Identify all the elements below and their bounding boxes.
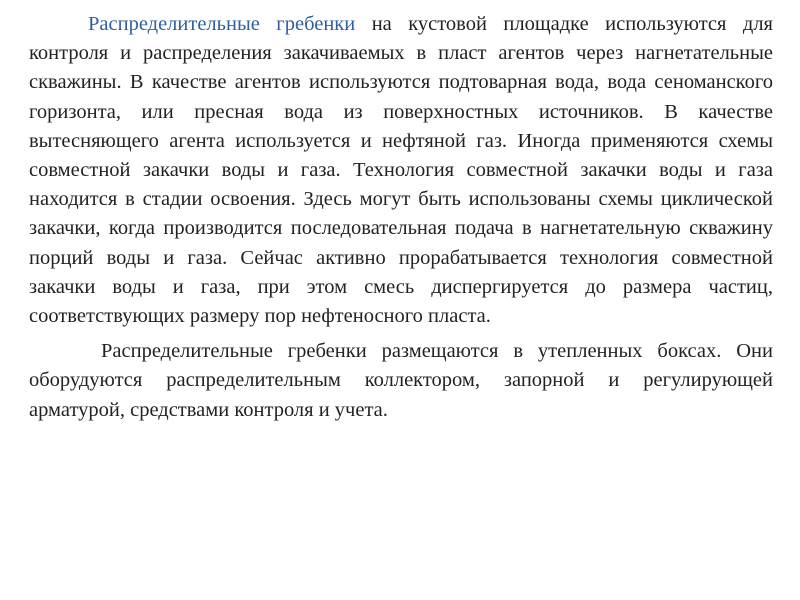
paragraph-1 <box>29 10 773 331</box>
paragraph-2 <box>29 337 773 425</box>
document-body <box>29 10 773 425</box>
paragraph-1-lead: Распределительные гребенки <box>88 13 356 35</box>
paragraph-1-text: на кустовой площадке используются для контроля и распределения закачиваемых в пласт агентов через нагнетательные скважины. В качестве агентов используются подтоварная вода, вода сеноманского горизонта, или пресная вода из поверхностных источников. В качестве вытесняющего агента используется и нефтяной газ. Иногда применяются схемы совместной закачки воды и газа. Технология совместной закачки воды и газа находится в стадии освоения. Здесь могут быть использованы схемы циклической закачки, когда производится последовательная подача в нагнетательную скважину порций воды и газа. Сейчас активно прорабатывается технология совместной закачки воды и газа, при этом смесь диспергируется до размера частиц, соответствующих размеру пор нефтеносного пласта. <box>29 13 773 328</box>
paragraph-2-text: Распределительные гребенки размещаются в утепленных боксах. Они оборудуются распределительным коллектором, запорной и регулирующей арматурой, средствами контроля и учета. <box>29 340 773 421</box>
